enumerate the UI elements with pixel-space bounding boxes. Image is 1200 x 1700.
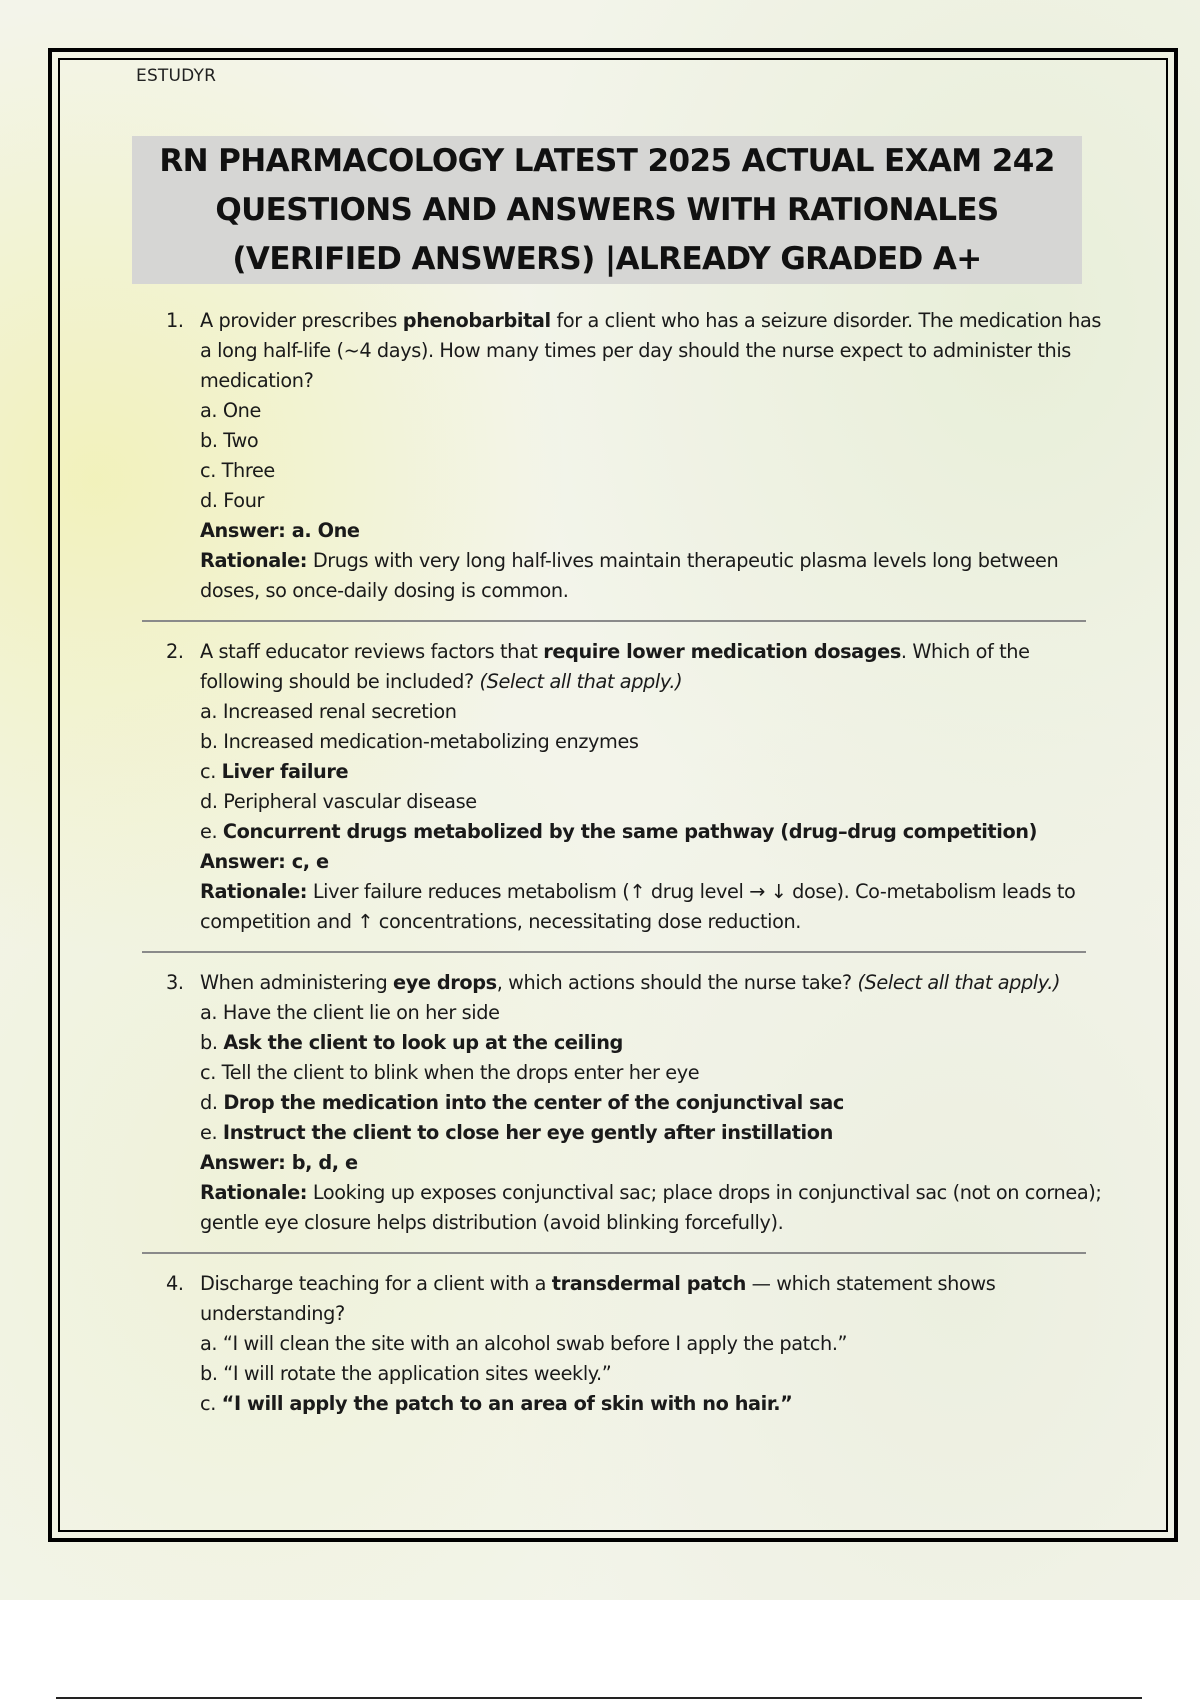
question-stem: A staff educator reviews factors that require lower medication dosages. Which of the following should be included? (Select all that apply.) — [200, 640, 1030, 693]
question-3 — [166, 968, 1106, 1238]
option-e: e. Concurrent drugs metabolized by the same pathway (drug–drug competition) — [200, 820, 1038, 843]
option-b: b. Ask the client to look up at the ceiling — [200, 1031, 623, 1054]
question-number: 4. — [166, 1272, 184, 1295]
option-a: a. Have the client lie on her side — [200, 1001, 500, 1024]
option-d: d. Drop the medication into the center of the conjunctival sac — [200, 1091, 844, 1114]
option-c: c. Tell the client to blink when the drops enter her eye — [200, 1061, 700, 1084]
question-stem: When administering eye drops, which actions should the nurse take? (Select all that apply.) — [200, 971, 1061, 994]
option-a: a. Increased renal secretion — [200, 700, 457, 723]
option-a: a. One — [200, 399, 261, 422]
option-c: c. Liver failure — [200, 760, 349, 783]
question-list — [166, 306, 1106, 1419]
brand-label: ESTUDYR — [136, 66, 217, 86]
question-divider — [142, 1252, 1086, 1254]
option-d: d. Peripheral vascular disease — [200, 790, 477, 813]
option-a: a. “I will clean the site with an alcohol swab before I apply the patch.” — [200, 1332, 848, 1355]
title-banner — [132, 136, 1082, 284]
question-divider — [142, 620, 1086, 622]
title-line-1: RN PHARMACOLOGY LATEST 2025 ACTUAL EXAM 242 — [159, 142, 1055, 179]
option-b: b. Two — [200, 429, 259, 452]
question-number: 1. — [166, 309, 184, 332]
option-b: b. “I will rotate the application sites weekly.” — [200, 1362, 612, 1385]
option-c: c. Three — [200, 459, 275, 482]
document-frame — [48, 48, 1178, 1542]
title-line-3: (VERIFIED ANSWERS) |ALREADY GRADED A+ — [232, 240, 982, 277]
answer-line: Answer: b, d, e — [200, 1151, 358, 1174]
option-d: d. Four — [200, 489, 265, 512]
option-c: c. “I will apply the patch to an area of skin with no hair.” — [200, 1392, 793, 1415]
answer-line: Answer: a. One — [200, 519, 360, 542]
question-number: 3. — [166, 971, 184, 994]
question-2 — [166, 637, 1106, 937]
rationale-line: Rationale: Drugs with very long half-lives maintain therapeutic plasma levels long between doses, so once-daily dosing is common. — [200, 549, 1059, 602]
question-stem: A provider prescribes phenobarbital for a client who has a seizure disorder. The medication has a long half-life (~4 days). How many times per day should the nurse expect to administer this medication? — [200, 309, 1102, 392]
question-1 — [166, 306, 1106, 606]
option-e: e. Instruct the client to close her eye gently after instillation — [200, 1121, 833, 1144]
answer-line: Answer: c, e — [200, 850, 329, 873]
question-stem: Discharge teaching for a client with a transdermal patch — which statement shows understanding? — [200, 1272, 996, 1325]
title-line-2: QUESTIONS AND ANSWERS WITH RATIONALES — [215, 191, 999, 228]
rationale-line: Rationale: Looking up exposes conjunctival sac; place drops in conjunctival sac (not on cornea); gentle eye closure helps distribution (avoid blinking forcefully). — [200, 1181, 1102, 1234]
rationale-line: Rationale: Liver failure reduces metabolism (↑ drug level → ↓ dose). Co-metabolism leads to competition and ↑ concentrations, necessitating dose reduction. — [200, 880, 1076, 933]
footer-rule — [56, 1697, 1142, 1699]
option-b: b. Increased medication-metabolizing enzymes — [200, 730, 639, 753]
question-4 — [166, 1269, 1106, 1419]
question-number: 2. — [166, 640, 184, 663]
question-divider — [142, 951, 1086, 953]
